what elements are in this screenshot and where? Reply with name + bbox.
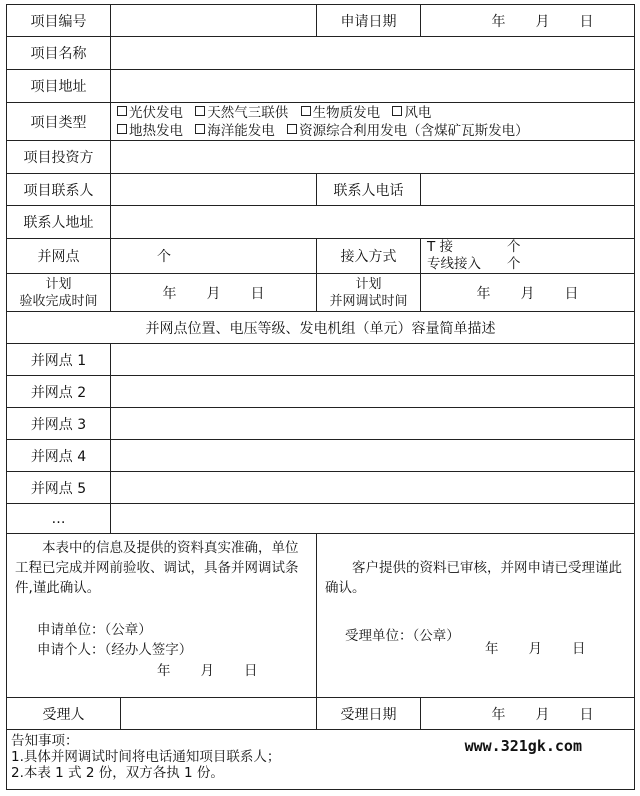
contact-field[interactable] [111, 174, 317, 206]
year-label: 年 [491, 13, 506, 30]
investor-field[interactable] [111, 141, 635, 174]
grid-connection-application-form [6, 4, 635, 790]
row-project-type [7, 103, 635, 141]
type-option[interactable]: 地热发电 [117, 122, 183, 140]
checkbox-icon[interactable] [117, 124, 127, 134]
contact-phone-field[interactable] [421, 174, 635, 206]
debug-time-label: 计划 并网调试时间 [317, 274, 421, 312]
notice-title: 告知事项： [11, 733, 79, 749]
receive-date-field[interactable]: 年 月 日 [421, 698, 635, 730]
notice-item-2: 2.本表 1 式 2 份，双方各执 1 份。 [11, 765, 224, 781]
access-method-field[interactable] [421, 239, 635, 274]
count-unit: 个 [157, 249, 171, 265]
project-no-label: 项目编号 [7, 5, 111, 37]
grid-point-count-field[interactable] [111, 239, 317, 274]
checkbox-icon[interactable] [117, 106, 127, 116]
row-project-address [7, 70, 635, 103]
type-option[interactable]: 天然气三联供 [195, 104, 288, 122]
row-contact-address [7, 206, 635, 239]
grid-point-more-label: … [7, 504, 111, 534]
row-grid-point-4 [7, 440, 635, 472]
type-option[interactable]: 海洋能发电 [195, 122, 275, 140]
grid-point-4-field[interactable] [111, 440, 635, 472]
row-grid-point-5 [7, 472, 635, 504]
applicant-unit: 申请单位：（公章） [37, 622, 152, 638]
notice-item-1: 1.具体并网调试时间将电话通知项目联系人； [11, 749, 281, 765]
row-grid-point [7, 239, 635, 274]
project-name-field[interactable] [111, 37, 635, 70]
contact-phone-label: 联系人电话 [317, 174, 421, 206]
apply-date-field[interactable] [421, 5, 635, 37]
review-confirmation [317, 534, 635, 698]
apply-date-label: 申请日期 [317, 5, 421, 37]
row-project-name [7, 37, 635, 70]
acceptance-time-label: 计划 验收完成时间 [7, 274, 111, 312]
type-option[interactable]: 资源综合利用发电（含煤矿瓦斯发电） [287, 122, 529, 140]
grid-point-5-field[interactable] [111, 472, 635, 504]
receiver-label: 受理人 [7, 698, 121, 730]
acceptance-date-field[interactable]: 年 月 日 [111, 274, 317, 312]
access-method-label: 接入方式 [317, 239, 421, 274]
contact-address-label: 联系人地址 [7, 206, 111, 239]
dedicated-access-unit: 个 [507, 256, 521, 272]
checkbox-icon[interactable] [195, 106, 205, 116]
row-receiver [7, 698, 635, 730]
project-type-label: 项目类型 [7, 103, 111, 141]
day-label: 日 [579, 13, 594, 30]
project-type-options [111, 103, 635, 141]
site-watermark: www.321gk.com [464, 737, 582, 755]
row-description-header [7, 312, 635, 344]
grid-point-3-field[interactable] [111, 408, 635, 440]
checkbox-icon[interactable] [301, 106, 311, 116]
investor-label: 项目投资方 [7, 141, 111, 174]
row-grid-point-2 [7, 376, 635, 408]
grid-point-more-field[interactable] [111, 504, 635, 534]
grid-point-2-label: 并网点 2 [7, 376, 111, 408]
checkbox-icon[interactable] [195, 124, 205, 134]
notice-box [7, 730, 635, 790]
row-grid-point-3 [7, 408, 635, 440]
row-grid-point-1 [7, 344, 635, 376]
row-plan [7, 274, 635, 312]
t-access-unit: 个 [507, 239, 521, 255]
row-contact [7, 174, 635, 206]
debug-date-field[interactable]: 年 月 日 [421, 274, 635, 312]
row-project-no [7, 5, 635, 37]
grid-point-1-label: 并网点 1 [7, 344, 111, 376]
applicant-person: 申请个人：（经办人签字） [37, 642, 193, 658]
type-option[interactable]: 生物质发电 [301, 104, 381, 122]
applicant-declaration [7, 534, 317, 698]
type-option[interactable]: 风电 [392, 104, 431, 122]
review-date[interactable]: 年 月 日 [485, 641, 586, 657]
checkbox-icon[interactable] [287, 124, 297, 134]
receive-date-label: 受理日期 [317, 698, 421, 730]
checkbox-icon[interactable] [392, 106, 402, 116]
dedicated-access-label: 专线接入 [427, 256, 481, 272]
row-notice [7, 730, 635, 790]
row-grid-point-more [7, 504, 635, 534]
type-option[interactable]: 光伏发电 [117, 104, 183, 122]
project-address-field[interactable] [111, 70, 635, 103]
project-name-label: 项目名称 [7, 37, 111, 70]
grid-point-label: 并网点 [7, 239, 111, 274]
row-investor [7, 141, 635, 174]
contact-label: 项目联系人 [7, 174, 111, 206]
grid-point-2-field[interactable] [111, 376, 635, 408]
grid-point-3-label: 并网点 3 [7, 408, 111, 440]
applicant-date[interactable]: 年 月 日 [157, 663, 258, 679]
description-header: 并网点位置、电压等级、发电机组（单元）容量简单描述 [7, 312, 635, 344]
project-no-field[interactable] [111, 5, 317, 37]
review-text: 客户提供的资料已审核，并网申请已受理谨此确认。 [325, 560, 622, 596]
receiving-unit: 受理单位：（公章） [345, 628, 460, 644]
contact-address-field[interactable] [111, 206, 635, 239]
project-address-label: 项目地址 [7, 70, 111, 103]
t-access-label: T 接 [427, 239, 454, 255]
month-label: 月 [535, 13, 550, 30]
declaration-text: 本表中的信息及提供的资料真实准确，单位工程已完成并网前验收、调试，具备并网调试条件,谨此确认。 [15, 540, 299, 596]
grid-point-1-field[interactable] [111, 344, 635, 376]
row-declaration [7, 534, 635, 698]
grid-point-5-label: 并网点 5 [7, 472, 111, 504]
grid-point-4-label: 并网点 4 [7, 440, 111, 472]
receiver-field[interactable] [121, 698, 317, 730]
